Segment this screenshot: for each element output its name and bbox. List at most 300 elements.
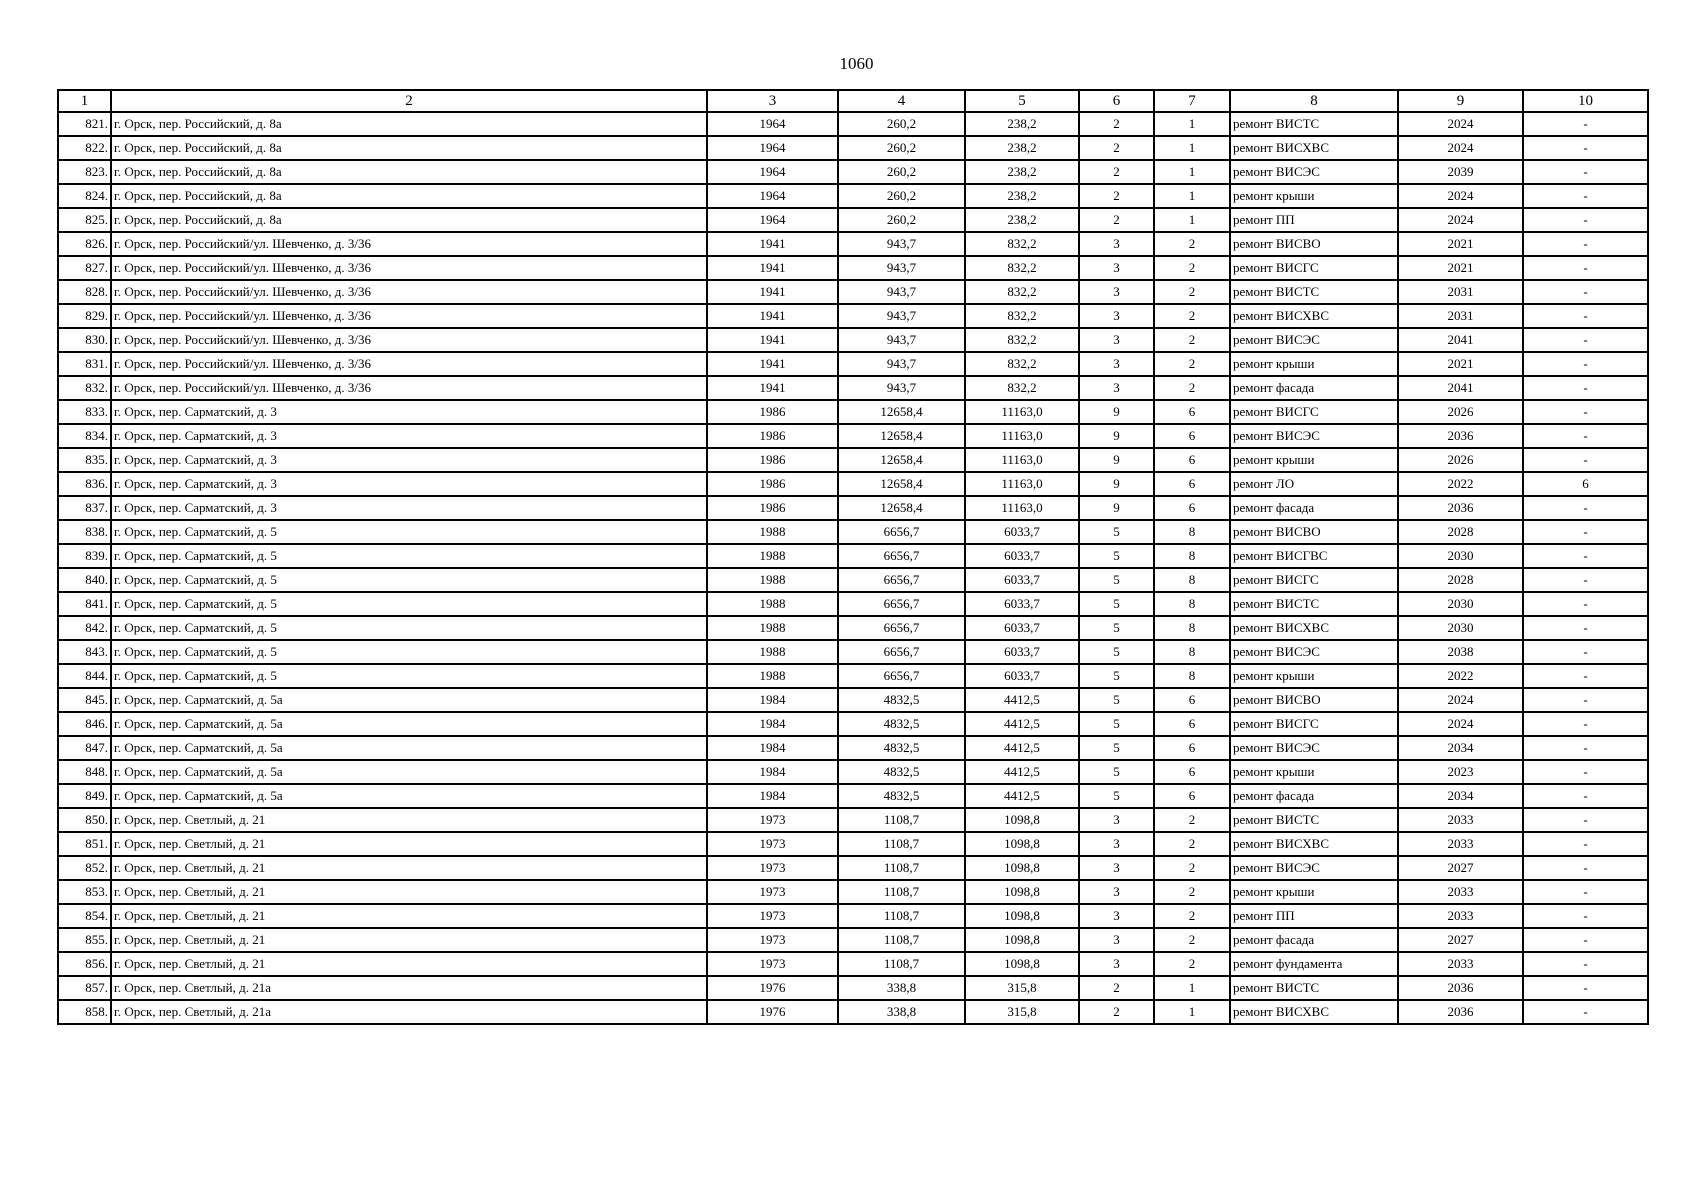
- repair-type-cell: ремонт ВИСЭС: [1230, 328, 1398, 352]
- repair-type-cell: ремонт крыши: [1230, 352, 1398, 376]
- extra-value-cell: -: [1523, 736, 1648, 760]
- column-header: 2: [111, 90, 707, 112]
- address-cell: г. Орск, пер. Сарматский, д. 3: [111, 448, 707, 472]
- entrances-cell: 1: [1154, 976, 1230, 1000]
- extra-value-cell: -: [1523, 568, 1648, 592]
- row-number-cell: 858.: [58, 1000, 111, 1024]
- repair-type-cell: ремонт ВИСГС: [1230, 712, 1398, 736]
- extra-value-cell: -: [1523, 664, 1648, 688]
- build-year-cell: 1988: [707, 640, 838, 664]
- address-cell: г. Орск, пер. Светлый, д. 21: [111, 832, 707, 856]
- entrances-cell: 6: [1154, 496, 1230, 520]
- extra-value-cell: -: [1523, 784, 1648, 808]
- planned-year-cell: 2024: [1398, 712, 1523, 736]
- entrances-cell: 2: [1154, 376, 1230, 400]
- row-number-cell: 837.: [58, 496, 111, 520]
- living-area-cell: 4412,5: [965, 760, 1079, 784]
- extra-value-cell: -: [1523, 928, 1648, 952]
- planned-year-cell: 2027: [1398, 928, 1523, 952]
- row-number-cell: 844.: [58, 664, 111, 688]
- column-header: 6: [1079, 90, 1154, 112]
- extra-value-cell: -: [1523, 520, 1648, 544]
- total-area-cell: 260,2: [838, 160, 965, 184]
- table-row: [58, 496, 1648, 520]
- column-header: 9: [1398, 90, 1523, 112]
- planned-year-cell: 2033: [1398, 832, 1523, 856]
- floors-cell: 3: [1079, 304, 1154, 328]
- entrances-cell: 2: [1154, 856, 1230, 880]
- entrances-cell: 2: [1154, 256, 1230, 280]
- repair-type-cell: ремонт ВИСТС: [1230, 112, 1398, 136]
- row-number-cell: 835.: [58, 448, 111, 472]
- table-row: [58, 184, 1648, 208]
- living-area-cell: 832,2: [965, 304, 1079, 328]
- address-cell: г. Орск, пер. Светлый, д. 21: [111, 856, 707, 880]
- floors-cell: 5: [1079, 544, 1154, 568]
- table-row: [58, 256, 1648, 280]
- living-area-cell: 315,8: [965, 1000, 1079, 1024]
- total-area-cell: 1108,7: [838, 928, 965, 952]
- row-number-cell: 842.: [58, 616, 111, 640]
- floors-cell: 3: [1079, 328, 1154, 352]
- extra-value-cell: -: [1523, 904, 1648, 928]
- total-area-cell: 4832,5: [838, 784, 965, 808]
- living-area-cell: 832,2: [965, 256, 1079, 280]
- row-number-cell: 849.: [58, 784, 111, 808]
- address-cell: г. Орск, пер. Сарматский, д. 5а: [111, 712, 707, 736]
- row-number-cell: 827.: [58, 256, 111, 280]
- floors-cell: 3: [1079, 376, 1154, 400]
- planned-year-cell: 2033: [1398, 880, 1523, 904]
- table-row: [58, 784, 1648, 808]
- repair-type-cell: ремонт ВИСЭС: [1230, 736, 1398, 760]
- entrances-cell: 6: [1154, 760, 1230, 784]
- planned-year-cell: 2024: [1398, 136, 1523, 160]
- row-number-cell: 829.: [58, 304, 111, 328]
- extra-value-cell: -: [1523, 352, 1648, 376]
- floors-cell: 5: [1079, 760, 1154, 784]
- build-year-cell: 1988: [707, 544, 838, 568]
- floors-cell: 5: [1079, 640, 1154, 664]
- row-number-cell: 848.: [58, 760, 111, 784]
- build-year-cell: 1986: [707, 472, 838, 496]
- planned-year-cell: 2024: [1398, 208, 1523, 232]
- total-area-cell: 4832,5: [838, 760, 965, 784]
- build-year-cell: 1986: [707, 424, 838, 448]
- entrances-cell: 6: [1154, 712, 1230, 736]
- repair-type-cell: ремонт ВИСЭС: [1230, 160, 1398, 184]
- floors-cell: 3: [1079, 928, 1154, 952]
- address-cell: г. Орск, пер. Российский/ул. Шевченко, д. 3/36: [111, 328, 707, 352]
- living-area-cell: 1098,8: [965, 904, 1079, 928]
- total-area-cell: 943,7: [838, 304, 965, 328]
- extra-value-cell: -: [1523, 496, 1648, 520]
- table-row: [58, 664, 1648, 688]
- page-number: 1060: [839, 54, 874, 73]
- table-row: [58, 760, 1648, 784]
- build-year-cell: 1941: [707, 280, 838, 304]
- row-number-cell: 826.: [58, 232, 111, 256]
- living-area-cell: 6033,7: [965, 616, 1079, 640]
- planned-year-cell: 2033: [1398, 808, 1523, 832]
- build-year-cell: 1973: [707, 928, 838, 952]
- entrances-cell: 6: [1154, 400, 1230, 424]
- planned-year-cell: 2036: [1398, 976, 1523, 1000]
- table-row: [58, 112, 1648, 136]
- total-area-cell: 338,8: [838, 976, 965, 1000]
- row-number-cell: 852.: [58, 856, 111, 880]
- extra-value-cell: -: [1523, 640, 1648, 664]
- row-number-cell: 833.: [58, 400, 111, 424]
- entrances-cell: 2: [1154, 928, 1230, 952]
- address-cell: г. Орск, пер. Российский/ул. Шевченко, д. 3/36: [111, 304, 707, 328]
- total-area-cell: 4832,5: [838, 688, 965, 712]
- address-cell: г. Орск, пер. Сарматский, д. 5: [111, 616, 707, 640]
- extra-value-cell: -: [1523, 544, 1648, 568]
- floors-cell: 3: [1079, 352, 1154, 376]
- build-year-cell: 1941: [707, 352, 838, 376]
- table-row: [58, 688, 1648, 712]
- address-cell: г. Орск, пер. Светлый, д. 21: [111, 880, 707, 904]
- planned-year-cell: 2024: [1398, 688, 1523, 712]
- entrances-cell: 8: [1154, 568, 1230, 592]
- row-number-cell: 843.: [58, 640, 111, 664]
- column-header: 10: [1523, 90, 1648, 112]
- total-area-cell: 1108,7: [838, 808, 965, 832]
- floors-cell: 5: [1079, 520, 1154, 544]
- table-row: [58, 472, 1648, 496]
- total-area-cell: 1108,7: [838, 880, 965, 904]
- row-number-cell: 851.: [58, 832, 111, 856]
- build-year-cell: 1988: [707, 616, 838, 640]
- extra-value-cell: -: [1523, 448, 1648, 472]
- entrances-cell: 6: [1154, 688, 1230, 712]
- total-area-cell: 4832,5: [838, 736, 965, 760]
- repair-type-cell: ремонт крыши: [1230, 880, 1398, 904]
- planned-year-cell: 2039: [1398, 160, 1523, 184]
- address-cell: г. Орск, пер. Российский, д. 8а: [111, 208, 707, 232]
- living-area-cell: 6033,7: [965, 520, 1079, 544]
- extra-value-cell: -: [1523, 880, 1648, 904]
- planned-year-cell: 2021: [1398, 352, 1523, 376]
- planned-year-cell: 2022: [1398, 472, 1523, 496]
- living-area-cell: 4412,5: [965, 784, 1079, 808]
- address-cell: г. Орск, пер. Российский, д. 8а: [111, 160, 707, 184]
- repair-type-cell: ремонт ВИСГВС: [1230, 544, 1398, 568]
- table-row: [58, 544, 1648, 568]
- entrances-cell: 1: [1154, 1000, 1230, 1024]
- planned-year-cell: 2036: [1398, 496, 1523, 520]
- planned-year-cell: 2038: [1398, 640, 1523, 664]
- repair-type-cell: ремонт крыши: [1230, 184, 1398, 208]
- extra-value-cell: -: [1523, 856, 1648, 880]
- table-row: [58, 136, 1648, 160]
- repair-type-cell: ремонт ВИСТС: [1230, 976, 1398, 1000]
- living-area-cell: 238,2: [965, 112, 1079, 136]
- floors-cell: 2: [1079, 1000, 1154, 1024]
- total-area-cell: 1108,7: [838, 832, 965, 856]
- extra-value-cell: -: [1523, 808, 1648, 832]
- address-cell: г. Орск, пер. Светлый, д. 21а: [111, 976, 707, 1000]
- repair-type-cell: ремонт ВИСТС: [1230, 808, 1398, 832]
- living-area-cell: 4412,5: [965, 736, 1079, 760]
- address-cell: г. Орск, пер. Сарматский, д. 5а: [111, 688, 707, 712]
- floors-cell: 5: [1079, 616, 1154, 640]
- floors-cell: 2: [1079, 112, 1154, 136]
- repair-type-cell: ремонт ВИСХВС: [1230, 832, 1398, 856]
- entrances-cell: 2: [1154, 352, 1230, 376]
- address-cell: г. Орск, пер. Сарматский, д. 5: [111, 640, 707, 664]
- total-area-cell: 943,7: [838, 328, 965, 352]
- table-row: [58, 376, 1648, 400]
- build-year-cell: 1964: [707, 184, 838, 208]
- living-area-cell: 1098,8: [965, 808, 1079, 832]
- table-row: [58, 928, 1648, 952]
- extra-value-cell: -: [1523, 328, 1648, 352]
- repair-type-cell: ремонт ВИСХВС: [1230, 136, 1398, 160]
- extra-value-cell: -: [1523, 1000, 1648, 1024]
- repair-type-cell: ремонт ВИСЭС: [1230, 856, 1398, 880]
- row-number-cell: 840.: [58, 568, 111, 592]
- floors-cell: 9: [1079, 472, 1154, 496]
- address-cell: г. Орск, пер. Сарматский, д. 5: [111, 568, 707, 592]
- floors-cell: 5: [1079, 664, 1154, 688]
- column-header: 1: [58, 90, 111, 112]
- extra-value-cell: -: [1523, 832, 1648, 856]
- extra-value-cell: -: [1523, 376, 1648, 400]
- total-area-cell: 338,8: [838, 1000, 965, 1024]
- extra-value-cell: -: [1523, 160, 1648, 184]
- living-area-cell: 11163,0: [965, 400, 1079, 424]
- planned-year-cell: 2041: [1398, 328, 1523, 352]
- total-area-cell: 12658,4: [838, 400, 965, 424]
- planned-year-cell: 2033: [1398, 952, 1523, 976]
- table-row: [58, 808, 1648, 832]
- column-header: 8: [1230, 90, 1398, 112]
- row-number-cell: 830.: [58, 328, 111, 352]
- build-year-cell: 1941: [707, 376, 838, 400]
- table-row: [58, 400, 1648, 424]
- extra-value-cell: -: [1523, 424, 1648, 448]
- address-cell: г. Орск, пер. Российский/ул. Шевченко, д. 3/36: [111, 256, 707, 280]
- total-area-cell: 6656,7: [838, 592, 965, 616]
- row-number-cell: 828.: [58, 280, 111, 304]
- planned-year-cell: 2024: [1398, 184, 1523, 208]
- table-row: [58, 976, 1648, 1000]
- row-number-cell: 823.: [58, 160, 111, 184]
- total-area-cell: 12658,4: [838, 424, 965, 448]
- extra-value-cell: -: [1523, 400, 1648, 424]
- extra-value-cell: -: [1523, 712, 1648, 736]
- floors-cell: 3: [1079, 856, 1154, 880]
- entrances-cell: 6: [1154, 424, 1230, 448]
- table-row: [58, 568, 1648, 592]
- floors-cell: 2: [1079, 976, 1154, 1000]
- build-year-cell: 1973: [707, 808, 838, 832]
- build-year-cell: 1976: [707, 1000, 838, 1024]
- floors-cell: 3: [1079, 880, 1154, 904]
- entrances-cell: 8: [1154, 544, 1230, 568]
- column-header: 7: [1154, 90, 1230, 112]
- extra-value-cell: -: [1523, 232, 1648, 256]
- floors-cell: 3: [1079, 232, 1154, 256]
- total-area-cell: 6656,7: [838, 640, 965, 664]
- living-area-cell: 11163,0: [965, 496, 1079, 520]
- living-area-cell: 4412,5: [965, 712, 1079, 736]
- extra-value-cell: -: [1523, 304, 1648, 328]
- table-row: [58, 712, 1648, 736]
- entrances-cell: 2: [1154, 304, 1230, 328]
- build-year-cell: 1988: [707, 520, 838, 544]
- address-cell: г. Орск, пер. Российский/ул. Шевченко, д. 3/36: [111, 352, 707, 376]
- address-cell: г. Орск, пер. Российский/ул. Шевченко, д. 3/36: [111, 280, 707, 304]
- floors-cell: 3: [1079, 280, 1154, 304]
- extra-value-cell: -: [1523, 136, 1648, 160]
- row-number-cell: 847.: [58, 736, 111, 760]
- planned-year-cell: 2021: [1398, 232, 1523, 256]
- total-area-cell: 260,2: [838, 184, 965, 208]
- living-area-cell: 1098,8: [965, 952, 1079, 976]
- build-year-cell: 1973: [707, 880, 838, 904]
- repair-type-cell: ремонт ВИСТС: [1230, 280, 1398, 304]
- extra-value-cell: -: [1523, 112, 1648, 136]
- repair-type-cell: ремонт ВИСЭС: [1230, 424, 1398, 448]
- living-area-cell: 315,8: [965, 976, 1079, 1000]
- extra-value-cell: -: [1523, 688, 1648, 712]
- extra-value-cell: -: [1523, 952, 1648, 976]
- total-area-cell: 6656,7: [838, 544, 965, 568]
- repair-type-cell: ремонт ЛО: [1230, 472, 1398, 496]
- living-area-cell: 238,2: [965, 160, 1079, 184]
- planned-year-cell: 2023: [1398, 760, 1523, 784]
- floors-cell: 9: [1079, 496, 1154, 520]
- living-area-cell: 238,2: [965, 208, 1079, 232]
- repair-type-cell: ремонт ВИСХВС: [1230, 304, 1398, 328]
- planned-year-cell: 2022: [1398, 664, 1523, 688]
- address-cell: г. Орск, пер. Сарматский, д. 3: [111, 472, 707, 496]
- living-area-cell: 832,2: [965, 352, 1079, 376]
- entrances-cell: 1: [1154, 112, 1230, 136]
- address-cell: г. Орск, пер. Сарматский, д. 5а: [111, 760, 707, 784]
- entrances-cell: 1: [1154, 160, 1230, 184]
- address-cell: г. Орск, пер. Сарматский, д. 5: [111, 544, 707, 568]
- table-row: [58, 832, 1648, 856]
- repair-type-cell: ремонт ВИСХВС: [1230, 616, 1398, 640]
- address-cell: г. Орск, пер. Сарматский, д. 3: [111, 424, 707, 448]
- entrances-cell: 2: [1154, 328, 1230, 352]
- address-cell: г. Орск, пер. Российский, д. 8а: [111, 184, 707, 208]
- entrances-cell: 2: [1154, 952, 1230, 976]
- planned-year-cell: 2034: [1398, 736, 1523, 760]
- total-area-cell: 6656,7: [838, 664, 965, 688]
- table-row: [58, 328, 1648, 352]
- repair-type-cell: ремонт ПП: [1230, 904, 1398, 928]
- entrances-cell: 2: [1154, 232, 1230, 256]
- entrances-cell: 8: [1154, 664, 1230, 688]
- living-area-cell: 238,2: [965, 136, 1079, 160]
- total-area-cell: 1108,7: [838, 904, 965, 928]
- floors-cell: 9: [1079, 400, 1154, 424]
- floors-cell: 3: [1079, 832, 1154, 856]
- build-year-cell: 1976: [707, 976, 838, 1000]
- build-year-cell: 1964: [707, 136, 838, 160]
- living-area-cell: 238,2: [965, 184, 1079, 208]
- living-area-cell: 1098,8: [965, 880, 1079, 904]
- build-year-cell: 1986: [707, 448, 838, 472]
- table-row: [58, 880, 1648, 904]
- table-row: [58, 160, 1648, 184]
- planned-year-cell: 2030: [1398, 616, 1523, 640]
- planned-year-cell: 2028: [1398, 568, 1523, 592]
- build-year-cell: 1984: [707, 760, 838, 784]
- address-cell: г. Орск, пер. Сарматский, д. 3: [111, 400, 707, 424]
- entrances-cell: 2: [1154, 280, 1230, 304]
- living-area-cell: 1098,8: [965, 856, 1079, 880]
- planned-year-cell: 2026: [1398, 400, 1523, 424]
- total-area-cell: 260,2: [838, 208, 965, 232]
- floors-cell: 3: [1079, 256, 1154, 280]
- planned-year-cell: 2031: [1398, 304, 1523, 328]
- repair-type-cell: ремонт фасада: [1230, 784, 1398, 808]
- floors-cell: 5: [1079, 736, 1154, 760]
- address-cell: г. Орск, пер. Российский/ул. Шевченко, д. 3/36: [111, 232, 707, 256]
- row-number-cell: 854.: [58, 904, 111, 928]
- extra-value-cell: -: [1523, 280, 1648, 304]
- build-year-cell: 1984: [707, 712, 838, 736]
- floors-cell: 5: [1079, 568, 1154, 592]
- entrances-cell: 8: [1154, 520, 1230, 544]
- build-year-cell: 1973: [707, 856, 838, 880]
- table-row: [58, 304, 1648, 328]
- build-year-cell: 1986: [707, 400, 838, 424]
- entrances-cell: 1: [1154, 208, 1230, 232]
- living-area-cell: 6033,7: [965, 592, 1079, 616]
- living-area-cell: 832,2: [965, 280, 1079, 304]
- living-area-cell: 832,2: [965, 376, 1079, 400]
- living-area-cell: 1098,8: [965, 928, 1079, 952]
- total-area-cell: 12658,4: [838, 448, 965, 472]
- entrances-cell: 8: [1154, 640, 1230, 664]
- living-area-cell: 6033,7: [965, 568, 1079, 592]
- entrances-cell: 6: [1154, 472, 1230, 496]
- row-number-cell: 855.: [58, 928, 111, 952]
- floors-cell: 2: [1079, 136, 1154, 160]
- repair-type-cell: ремонт фасада: [1230, 376, 1398, 400]
- floors-cell: 2: [1079, 160, 1154, 184]
- build-year-cell: 1941: [707, 232, 838, 256]
- living-area-cell: 11163,0: [965, 424, 1079, 448]
- repair-type-cell: ремонт фундамента: [1230, 952, 1398, 976]
- entrances-cell: 8: [1154, 616, 1230, 640]
- row-number-cell: 853.: [58, 880, 111, 904]
- address-cell: г. Орск, пер. Российский/ул. Шевченко, д. 3/36: [111, 376, 707, 400]
- entrances-cell: 6: [1154, 448, 1230, 472]
- planned-year-cell: 2034: [1398, 784, 1523, 808]
- floors-cell: 2: [1079, 184, 1154, 208]
- extra-value-cell: -: [1523, 616, 1648, 640]
- repair-type-cell: ремонт ВИСВО: [1230, 520, 1398, 544]
- address-cell: г. Орск, пер. Сарматский, д. 5а: [111, 736, 707, 760]
- table-row: [58, 520, 1648, 544]
- floors-cell: 5: [1079, 784, 1154, 808]
- planned-year-cell: 2021: [1398, 256, 1523, 280]
- table-row: [58, 856, 1648, 880]
- extra-value-cell: 6: [1523, 472, 1648, 496]
- table-row: [58, 208, 1648, 232]
- repair-type-cell: ремонт ВИСТС: [1230, 592, 1398, 616]
- total-area-cell: 6656,7: [838, 568, 965, 592]
- row-number-cell: 822.: [58, 136, 111, 160]
